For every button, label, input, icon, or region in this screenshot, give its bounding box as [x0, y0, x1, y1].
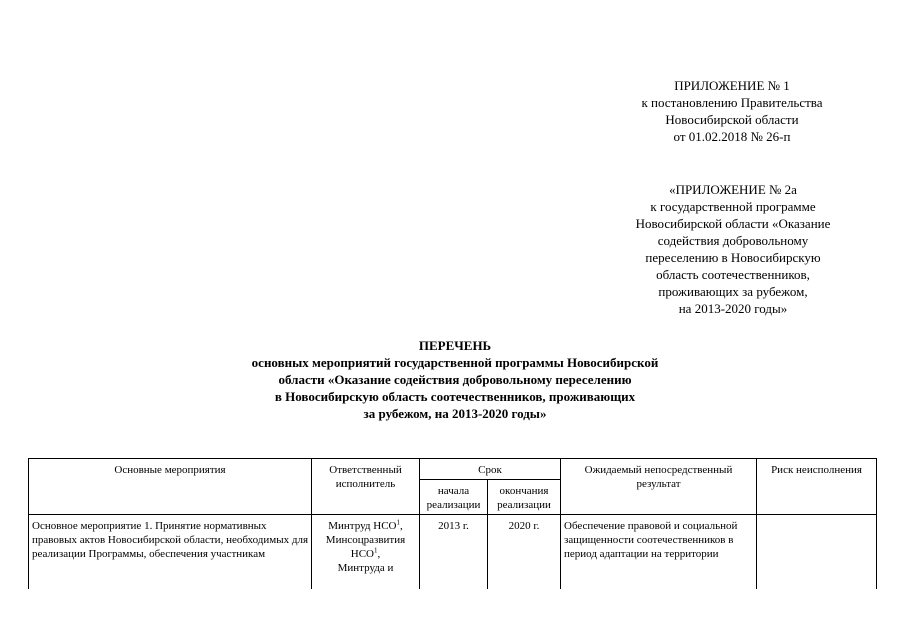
appendix-2a-line: на 2013-2020 годы»: [678, 301, 788, 316]
appendix-1-line: Новосибирской области: [665, 112, 799, 127]
cell-executor: [312, 515, 420, 590]
executor-line: Минсоцразвития: [325, 534, 406, 546]
header-result: Ожидаемый непосредственный результат: [561, 459, 757, 515]
cell-result: Обеспечение правовой и социальной защищенности соотечественников в период адаптации на территории: [561, 515, 757, 590]
appendix-1-header: [612, 77, 852, 145]
appendix-1-line: от 01.02.2018 № 26-п: [673, 129, 791, 144]
cell-measure: Основное мероприятие 1. Принятие нормативных правовых актов Новосибирской области, необходимых для реализации Программы, обеспечения участникам: [29, 515, 312, 590]
appendix-2a-line: переселению в Новосибирскую: [645, 250, 821, 265]
header-term: Срок: [420, 459, 561, 480]
title-line: области «Оказание содействия добровольному переселению: [278, 372, 632, 387]
header-start: начала реализации: [420, 480, 488, 515]
document-title: [160, 337, 750, 422]
footnote-mark: 1: [396, 518, 400, 527]
appendix-1-line: ПРИЛОЖЕНИЕ № 1: [674, 78, 790, 93]
title-line: основных мероприятий государственной программы Новосибирской: [251, 355, 659, 370]
appendix-1-line: к постановлению Правительства: [641, 95, 823, 110]
header-end: окончания реализации: [488, 480, 561, 515]
cell-end: 2020 г.: [488, 515, 561, 590]
header-risk: Риск неисполнения: [757, 459, 877, 515]
header-executor: Ответственный исполнитель: [312, 459, 420, 515]
cell-risk: [757, 515, 877, 590]
title-line: в Новосибирскую область соотечественников, проживающих: [274, 389, 636, 404]
header-measures: Основные мероприятия: [29, 459, 312, 515]
appendix-2a-line: содействия добровольному: [657, 233, 809, 248]
table-header-row: [29, 459, 877, 480]
executor-punct: ,: [377, 548, 381, 560]
title-line: ПЕРЕЧЕНЬ: [418, 338, 492, 353]
appendix-2a-line: проживающих за рубежом,: [658, 284, 808, 299]
executor-line: Минтруд НСО: [328, 520, 397, 532]
executor-line: Минтруда и: [337, 562, 394, 574]
executor-punct: ,: [399, 520, 403, 532]
appendix-2a-line: «ПРИЛОЖЕНИЕ № 2а: [669, 182, 797, 197]
measures-table: [28, 458, 877, 589]
footnote-mark: 1: [373, 546, 378, 555]
cell-start: 2013 г.: [420, 515, 488, 590]
title-line: за рубежом, на 2013-2020 годы»: [363, 406, 547, 421]
appendix-2a-header: [588, 181, 878, 317]
appendix-2a-line: область соотечественников,: [656, 267, 810, 282]
executor-line: НСО: [350, 548, 374, 560]
appendix-2a-line: к государственной программе: [650, 199, 816, 214]
table-row: [29, 515, 877, 590]
appendix-2a-line: Новосибирской области «Оказание: [635, 216, 831, 231]
